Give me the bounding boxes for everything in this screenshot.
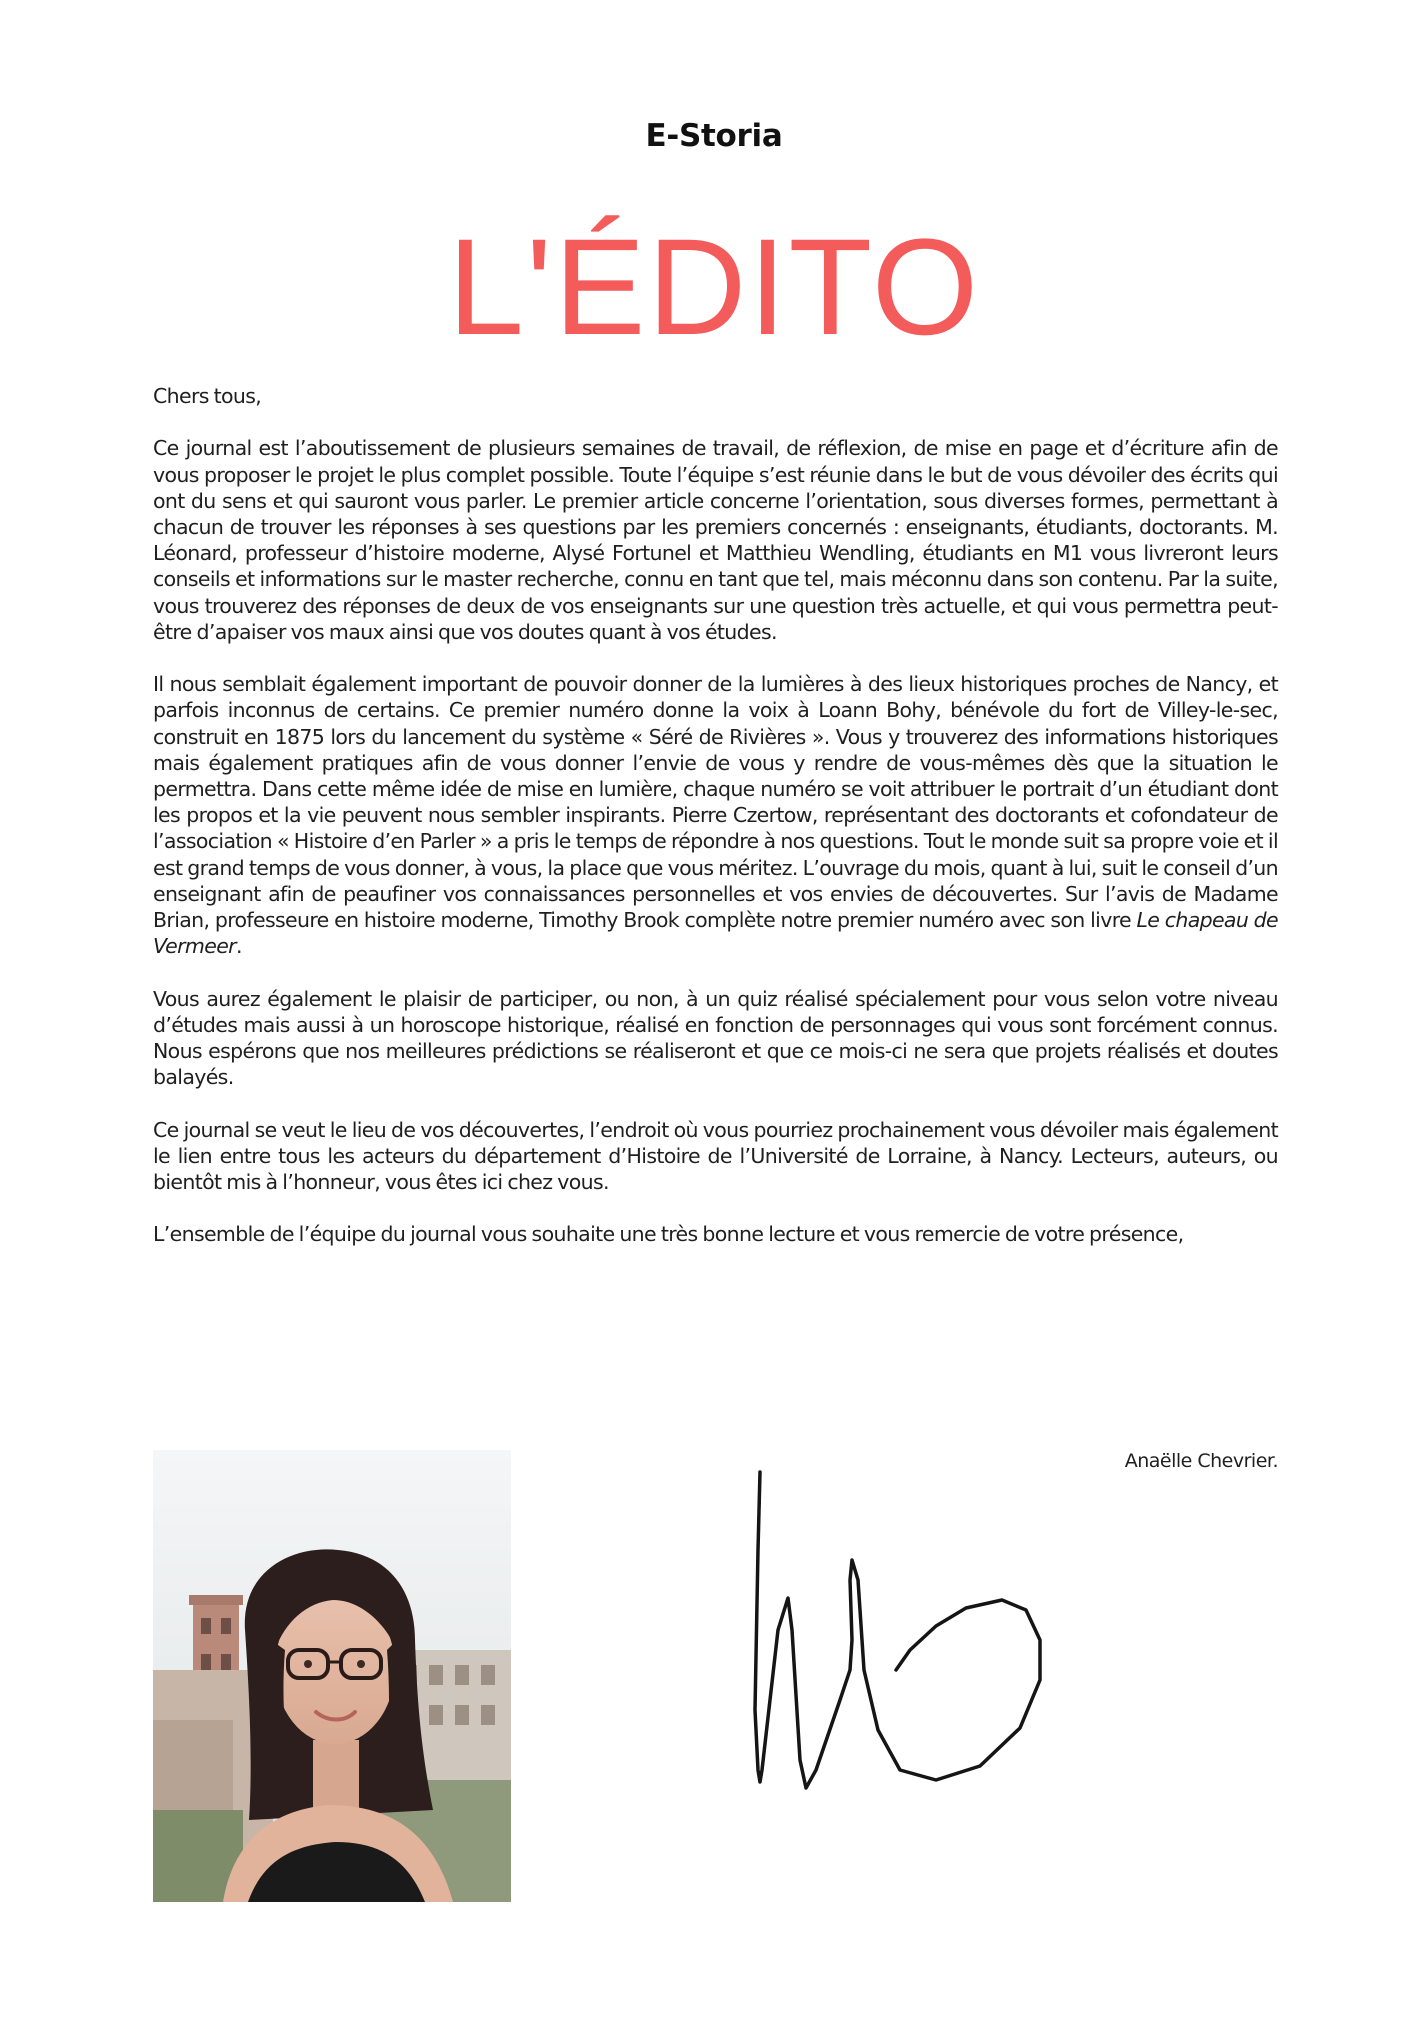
paragraph-2 [153,671,1278,959]
signature [740,1470,1120,1800]
letter-body [153,383,1278,1274]
edito-title: L'ÉDITO [447,211,981,364]
greeting: Chers tous, [153,384,262,408]
publication-name: E-Storia [645,118,783,154]
paragraph-5: L’ensemble de l’équipe du journal vous souhaite une très bonne lecture et vous remercie de votre présence, [153,1222,1184,1247]
paragraph-2-end: . [235,934,242,959]
author-photo [153,1450,511,1902]
book-title: Le chapeau de Vermeer [153,908,1279,959]
author-name: Anaëlle Chevrier. [1124,1450,1278,1472]
paragraph-2-text: Il nous semblait également important de pouvoir donner de la lumières à des lieux historiques proches de Nancy, et parfois inconnus de certains. Ce premier numéro donne la voix à Loann Bohy, bénévole du fort de Villey-le-sec, construit en 1875 lors du lancement du système « Séré de Rivières ». Vous y trouverez des informations historiques mais également pratiques afin de vous donner l’envie de vous y rendre de vous-mêmes dès que la situation le permettra. Dans cette même idée de mise en lumière, chaque numéro se voit attribuer le portrait d’un étudiant dont les propos et la vie peuvent nous sembler inspirants. Pierre Czertow, représentant des doctorants et cofondateur de l’association « Histoire d’en Parler » a pris le temps de répondre à nos questions. Tout le monde suit sa propre voie et il est grand temps de vous donner, à vous, la place que vous méritez. L’ouvrage du mois, quant à lui, suit le conseil d’un enseignant afin de peaufiner vos connaissances personnelles et vos envies de découvertes. Sur l’avis de Madame Brian, professeure en histoire moderne, Timothy Brook complète notre premier numéro avec son livre [153,672,1278,933]
paragraph-1: Ce journal est l’aboutissement de plusieurs semaines de travail, de réflexion, de mise en page et d’écriture afin de vous proposer le projet le plus complet possible. Toute l’équipe s’est réunie dans le but de vous dévoiler des écrits qui ont du sens et qui sauront vous parler. Le premier article concerne l’orientation, sous diverses formes, permettant à chacun de trouver les réponses à ses questions par les premiers concernés : enseignants, étudiants, doctorants. M. Léonard, professeur d’histoire moderne, Alysé Fortunel et Matthieu Wendling, étudiants en M1 vous livreront leurs conseils et informations sur le master recherche, connu en tant que tel, mais méconnu dans son contenu. Par la suite, vous trouverez des réponses de deux de vos enseignants sur une question très actuelle, et qui vous permettra peut-être d’apaiser vos maux ainsi que vos doutes quant à vos études. [153,436,1278,644]
paragraph-4: Ce journal se veut le lieu de vos découvertes, l’endroit où vous pourriez prochainement vous dévoiler mais également le lien entre tous les acteurs du département d’Histoire de l’Université de Lorraine, à Nancy. Lecteurs, auteurs, ou bientôt mis à l’honneur, vous êtes ici chez vous. [153,1117,1278,1195]
paragraph-3: Vous aurez également le plaisir de participer, ou non, à un quiz réalisé spécialement pour vous selon votre niveau d’études mais aussi à un horoscope historique, réalisé en fonction de personnages qui vous sont forcément connus. Nous espérons que nos meilleures prédictions se réaliseront et que ce mois-ci ne sera que projets réalisés et doutes balayés. [153,986,1278,1090]
